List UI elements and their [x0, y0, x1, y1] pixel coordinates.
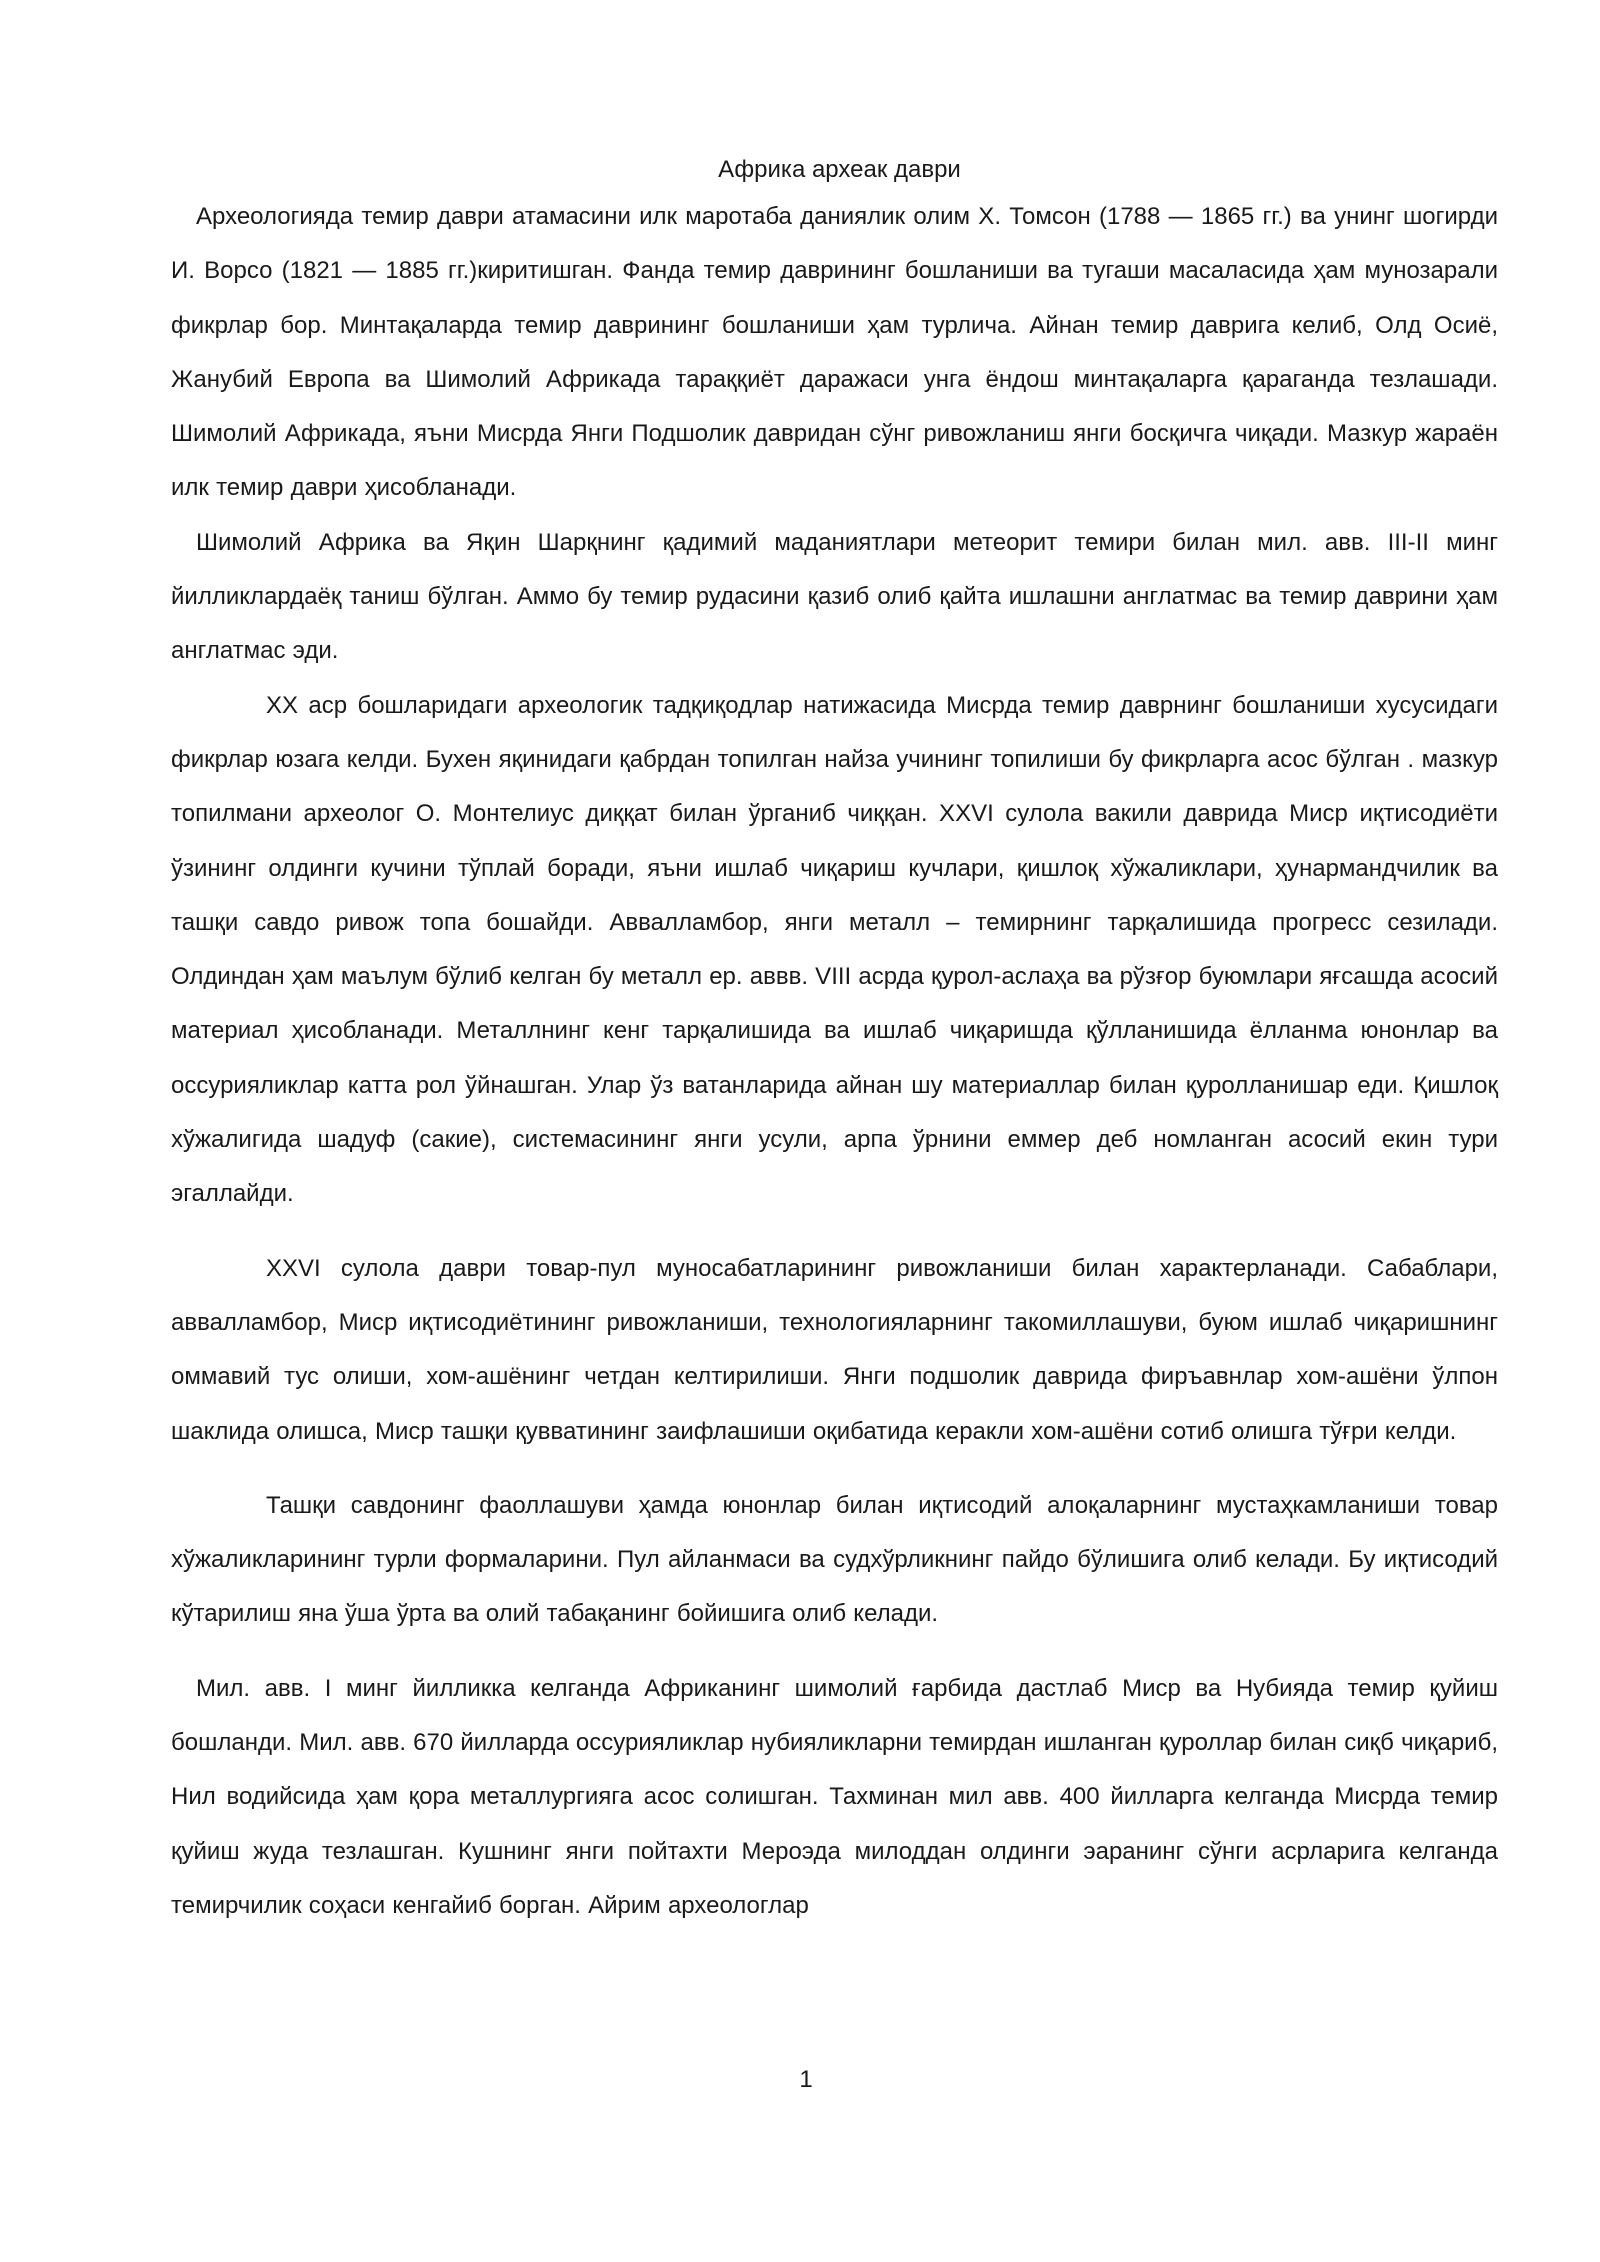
page-number: 1: [799, 2066, 813, 2093]
paragraph-6: Мил. авв. I минг йилликка келганда Африканинг шимолий ғарбида дастлаб Миср ва Нубияда темир қуйиш бошланди. Мил. авв. 670 йилларда оссурияликлар нубияликларни темирдан ишланган қуроллар билан сиқб чиқариб, Нил водийсида ҳам қора металлургияга асос солишган. Тахминан мил авв. 400 йилларга келганда Мисрда темир қуйиш жуда тезлашган. Кушнинг янги пойтахти Мероэда милоддан олдинги эаранинг сўнги асрларига келганда темирчилик соҳаси кенгайиб борган. Айрим археологлар: [171, 1674, 1498, 1919]
paragraph-4: XXVI сулола даври товар-пул муносабатларининг ривожланиши билан характерланади. Сабаблари, аввалламбор, Миср иқтисодиётининг ривожланиши, технологияларнинг такомиллашуви, буюм ишлаб чиқаришнинг оммавий тус олиши, хом-ашёнинг четдан келтирилиши. Янги подшолик даврида фиръавнлар хом-ашёни ўлпон шаклида олишса, Миср ташқи қувватининг заифлашиши оқибатида керакли хом-ашёни сотиб олишга тўғри келди.: [171, 1254, 1498, 1445]
paragraph-5: Ташқи савдонинг фаоллашуви ҳамда юнонлар билан иқтисодий алоқаларнинг мустаҳкамланиши товар хўжаликларининг турли формаларини. Пул айланмаси ва судхўрликнинг пайдо бўлишига олиб келади. Бу иқтисодий кўтарилиш яна ўша ўрта ва олий табақанинг бойишига олиб келади.: [171, 1491, 1498, 1628]
paragraph-2: Шимолий Африка ва Яқин Шарқнинг қадимий маданиятлари метеорит темири билан мил. авв. III-II минг йилликлардаёқ таниш бўлган. Аммо бу темир рудасини қазиб олиб қайта ишлашни англатмас ва темир даврини ҳам англатмас эди.: [171, 528, 1498, 665]
page-content: [171, 150, 1498, 1933]
paragraph-3: XX аср бошларидаги археологик тадқиқодлар натижасида Мисрда темир даврнинг бошланиши хусусидаги фикрлар юзага келди. Бухен яқинидаги қабрдан топилган найза учининг топилиши бу фикрларга асос бўлган . мазкур топилмани археолог О. Монтелиус диққат билан ўрганиб чиққан. XXVI сулола вакили даврида Миср иқтисодиёти ўзининг олдинги кучини тўплай боради, яъни ишлаб чиқариш кучлари, қишлоқ хўжаликлари, ҳунармандчилик ва ташқи савдо ривож топа бошайди. Аввалламбор, янги металл – темирнинг тарқалишида прогресс сезилади. Олдиндан ҳам маълум бўлиб келган бу металл ер. аввв. VIII асрда қурол-аслаҳа ва рўзғор буюмлари яғсашда асосий материал ҳисобланади. Металлнинг кенг тарқалишида ва ишлаб чиқаришда қўлланишида ёлланма юнонлар ва оссурияликлар катта рол ўйнашган. Улар ўз ватанларида айнан шу материаллар билан қуролланишар еди. Қишлоқ хўжалигида шадуф (сакие), системасининг янги усули, арпа ўрнини еммер деб номланган асосий екин тури эгаллайди.: [171, 691, 1498, 1208]
document-title: Африка археак даври: [718, 156, 961, 183]
paragraph-1: Археологияда темир даври атамасини илк маротаба даниялик олим Х. Томсон (1788 — 1865 гг.) ва унинг шогирди И. Ворсо (1821 — 1885 гг.)киритишган. Фанда темир даврининг бошланиши ва тугаши масаласида ҳам мунозарали фикрлар бор. Минтақаларда темир даврининг бошланиши ҳам турлича. Айнан темир даврига келиб, Олд Осиё, Жанубий Европа ва Шимолий Африкада тараққиёт даражаси унга ёндош минтақаларга қараганда тезлашади. Шимолий Африкада, яъни Мисрда Янги Подшолик давридан сўнг ривожланиш янги босқичга чиқади. Мазкур жараён илк темир даври ҳисобланади.: [171, 203, 1498, 502]
